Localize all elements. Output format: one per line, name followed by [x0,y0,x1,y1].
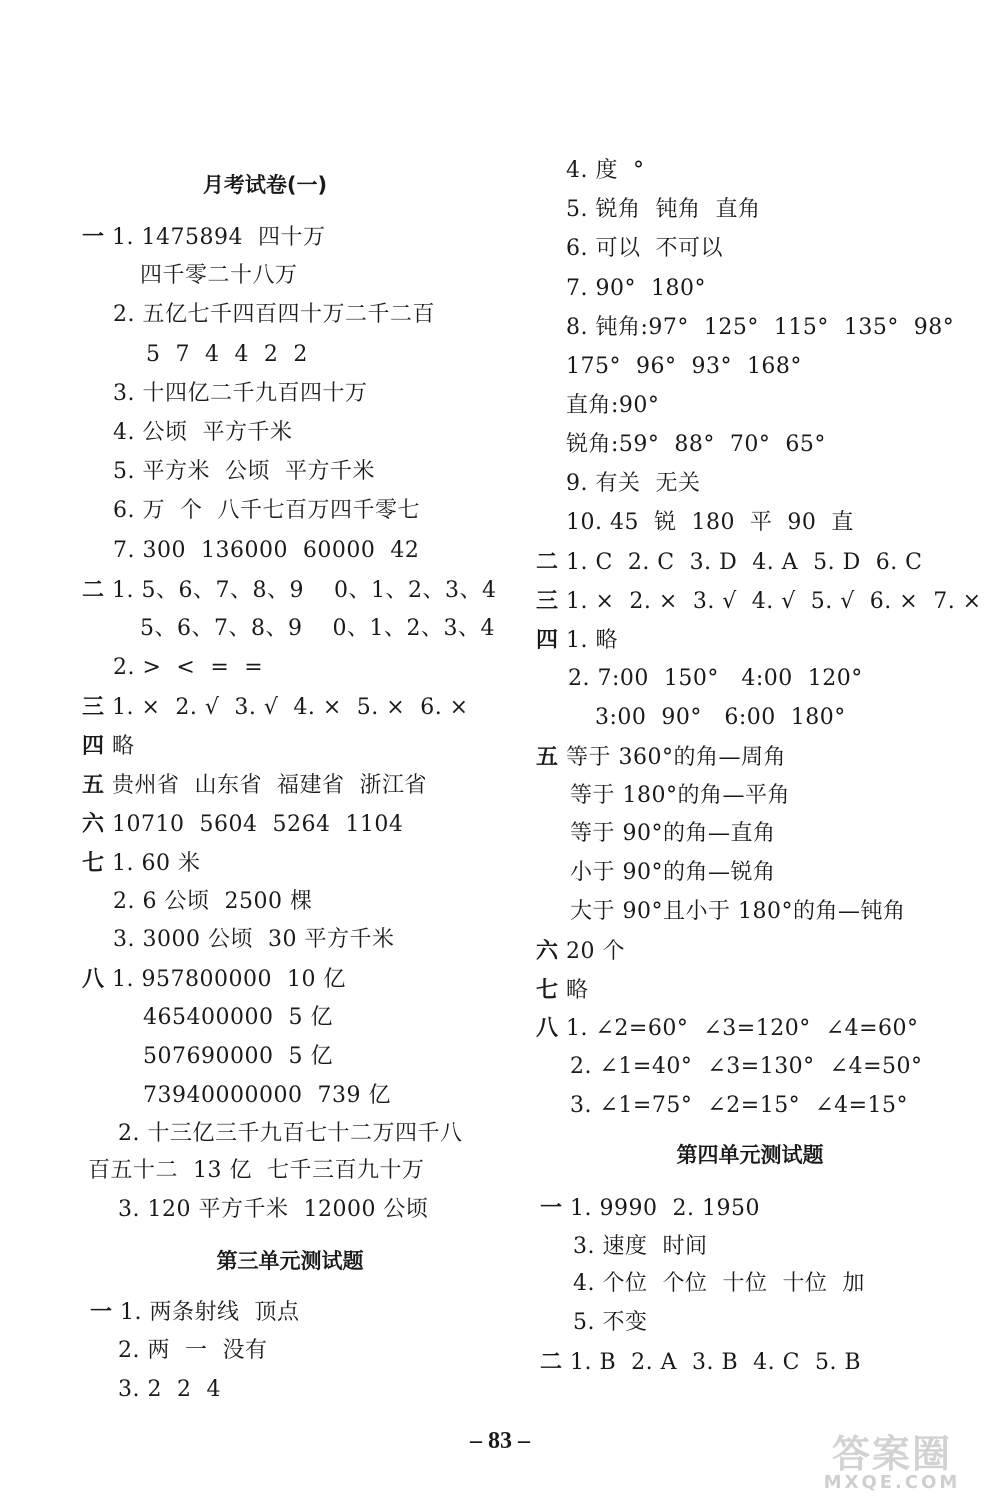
answer-text: 5 7 4 4 2 2 [146,342,308,367]
answer-line [82,809,403,839]
answer-text: 4. 个位 个位 十位 十位 加 [573,1271,865,1296]
answer-line [566,195,760,225]
answer-line [570,858,776,888]
answer-text: 百五十二 13 亿 七千三百九十万 [88,1158,425,1183]
answer-line [540,1347,861,1377]
question-number: 三 [82,694,105,720]
answer-line [113,925,394,955]
answer-line [113,653,263,683]
answer-line [570,897,905,927]
answer-text: 2. 6 公顷 2500 棵 [113,889,313,914]
watermark-url: MXQE.COM [823,1472,961,1493]
question-number: 八 [82,966,105,992]
question-number: 五 [82,772,105,798]
answer-text: 465400000 5 亿 [143,1005,333,1030]
answer-text: 8. 钝角:97° 125° 115° 135° 98° [566,315,955,340]
question-number: 一 [540,1195,563,1221]
watermark-text: 答案圈 [831,1432,952,1476]
answer-text: 1. 1475894 四十万 [112,225,326,250]
answer-text: 1. 9990 2. 1950 [570,1196,760,1221]
answer-line [82,964,346,994]
answer-line [573,1269,865,1299]
answer-line [140,614,495,644]
answer-text: 1. × 2. √ 3. √ 4. × 5. × 6. × [112,695,469,720]
answer-text: 2. > < = = [113,655,264,680]
answer-text: 10710 5604 5264 1104 [112,812,404,837]
answer-line [536,547,923,577]
answer-line [118,1195,428,1225]
answer-line [82,692,469,722]
answer-line [118,1375,221,1405]
section-heading-unit-3: 第三单元测试题 [216,1249,364,1273]
answer-text: 6. 可以 不可以 [566,236,723,261]
answer-text: 1. 两条射线 顶点 [120,1300,300,1325]
answer-line [140,261,298,291]
watermark-logo [792,1432,992,1498]
answer-line [566,430,826,460]
answer-line [570,1091,908,1121]
answer-text: 1. C 2. C 3. D 4. A 5. D 6. C [566,550,923,575]
answer-text: 1. 5、6、7、8、9 0、1、2、3、4 [112,578,497,603]
question-number: 一 [82,224,105,250]
answer-line [113,379,367,409]
answer-line [566,352,802,382]
answer-text: 4. 度 ° [566,158,645,183]
answer-text: 3:00 90° 6:00 180° [595,705,846,730]
answer-line [536,1013,919,1043]
question-number: 二 [540,1349,563,1375]
answer-line [143,1042,333,1072]
answer-text: 5、6、7、8、9 0、1、2、3、4 [140,616,495,641]
question-number: 六 [82,811,105,837]
answer-line [540,1193,760,1223]
answer-text: 直角:90° [566,393,660,418]
answer-text: 3. 十四亿二千九百四十万 [113,381,368,406]
answer-line [143,1081,391,1111]
question-number: 四 [82,733,105,759]
answer-text: 大于 90°且小于 180°的角—钝角 [570,899,906,924]
answer-line [88,1156,424,1186]
answer-line [90,1297,300,1327]
answer-line [82,222,325,252]
answer-line [113,536,419,566]
answer-text: 等于 180°的角—平角 [570,783,790,808]
answer-text: 2. 两 一 没有 [118,1338,268,1363]
answer-text: 5. 锐角 钝角 直角 [566,197,761,222]
answer-text: 7. 90° 180° [566,276,706,301]
answer-text: 3. ∠1=75° ∠2=15° ∠4=15° [570,1093,909,1118]
answer-text: 4. 公顷 平方千米 [113,420,293,445]
section-heading-monthly-exam: 月考试卷(一) [202,173,328,197]
answer-text: 2. 7:00 150° 4:00 120° [568,666,863,691]
answer-text: 1. 60 米 [112,851,201,876]
answer-text: 锐角:59° 88° 70° 65° [566,432,826,457]
answer-line [566,234,723,264]
answer-line [568,664,863,694]
answer-line [536,975,589,1005]
answer-text: 3. 2 2 4 [118,1377,221,1402]
answer-line [566,469,700,499]
question-number: 二 [82,577,105,603]
answer-text: 2. 五亿七千四百四十万二千二百 [113,302,435,327]
answer-text: 1. 957800000 10 亿 [112,967,346,992]
page-number: – 83 – [470,1428,530,1454]
answer-line [113,300,435,330]
answer-text: 1. × 2. × 3. √ 4. √ 5. √ 6. × 7. × [566,589,982,614]
answer-text: 略 [566,978,589,1003]
question-number: 五 [536,744,559,770]
answer-text: 2. ∠1=40° ∠3=130° ∠4=50° [570,1054,923,1079]
answer-text: 10. 45 锐 180 平 90 直 [566,510,854,535]
section-heading-unit-4: 第四单元测试题 [676,1143,824,1167]
question-number: 六 [536,938,559,964]
question-number: 八 [536,1015,559,1041]
answer-text: 5. 平方米 公顷 平方千米 [113,459,375,484]
answer-line [146,340,308,370]
answer-line [566,508,854,538]
answer-text: 等于 360°的角—周角 [566,745,787,770]
answer-text: 四千零二十八万 [140,263,298,288]
question-number: 一 [90,1299,113,1325]
answer-text: 贵州省 山东省 福建省 浙江省 [112,773,427,798]
answer-line [570,819,776,849]
answer-text: 175° 96° 93° 168° [566,354,802,379]
answer-line [82,575,496,605]
answer-text: 1. B 2. A 3. B 4. C 5. B [570,1350,862,1375]
answer-line [536,586,982,616]
answer-line [566,313,954,343]
answer-text: 略 [112,734,135,759]
answer-line [566,274,706,304]
answer-text: 3. 速度 时间 [573,1234,708,1259]
answer-line [118,1119,463,1149]
answer-text: 6. 万 个 八千七百万四千零七 [113,498,420,523]
answer-line [573,1308,647,1338]
answer-text: 507690000 5 亿 [143,1044,333,1069]
answer-line [566,391,659,421]
answer-line [595,703,846,733]
question-number: 七 [536,977,559,1003]
answer-line [113,496,420,526]
answer-line [536,742,786,772]
answer-line [82,731,135,761]
answer-text: 小于 90°的角—锐角 [570,860,776,885]
answer-line [570,781,790,811]
answer-text: 7. 300 136000 60000 42 [113,538,420,563]
question-number: 四 [536,627,559,653]
answer-text: 5. 不变 [573,1310,648,1335]
answer-text: 3. 3000 公顷 30 平方千米 [113,927,395,952]
answer-text: 1. ∠2=60° ∠3=120° ∠4=60° [566,1016,919,1041]
answer-line [113,457,375,487]
answer-line [573,1232,707,1262]
answer-line [570,1052,923,1082]
answer-text: 9. 有关 无关 [566,471,701,496]
answer-line [143,1003,333,1033]
answer-line [82,770,427,800]
question-number: 七 [82,850,105,876]
answer-line [536,936,625,966]
answer-line [536,625,618,655]
question-number: 三 [536,588,559,614]
answer-line [113,887,312,917]
answer-text: 73940000000 739 亿 [143,1083,391,1108]
answer-text: 20 个 [566,939,626,964]
answer-text: 等于 90°的角—直角 [570,821,776,846]
answer-text: 2. 十三亿三千九百七十二万四千八 [118,1121,463,1146]
answer-line [113,418,292,448]
answer-line [118,1336,267,1366]
answer-line [82,848,201,878]
question-number: 二 [536,549,559,575]
answer-text: 3. 120 平方千米 12000 公顷 [118,1197,429,1222]
answer-line [566,156,644,186]
answer-text: 1. 略 [566,628,618,653]
